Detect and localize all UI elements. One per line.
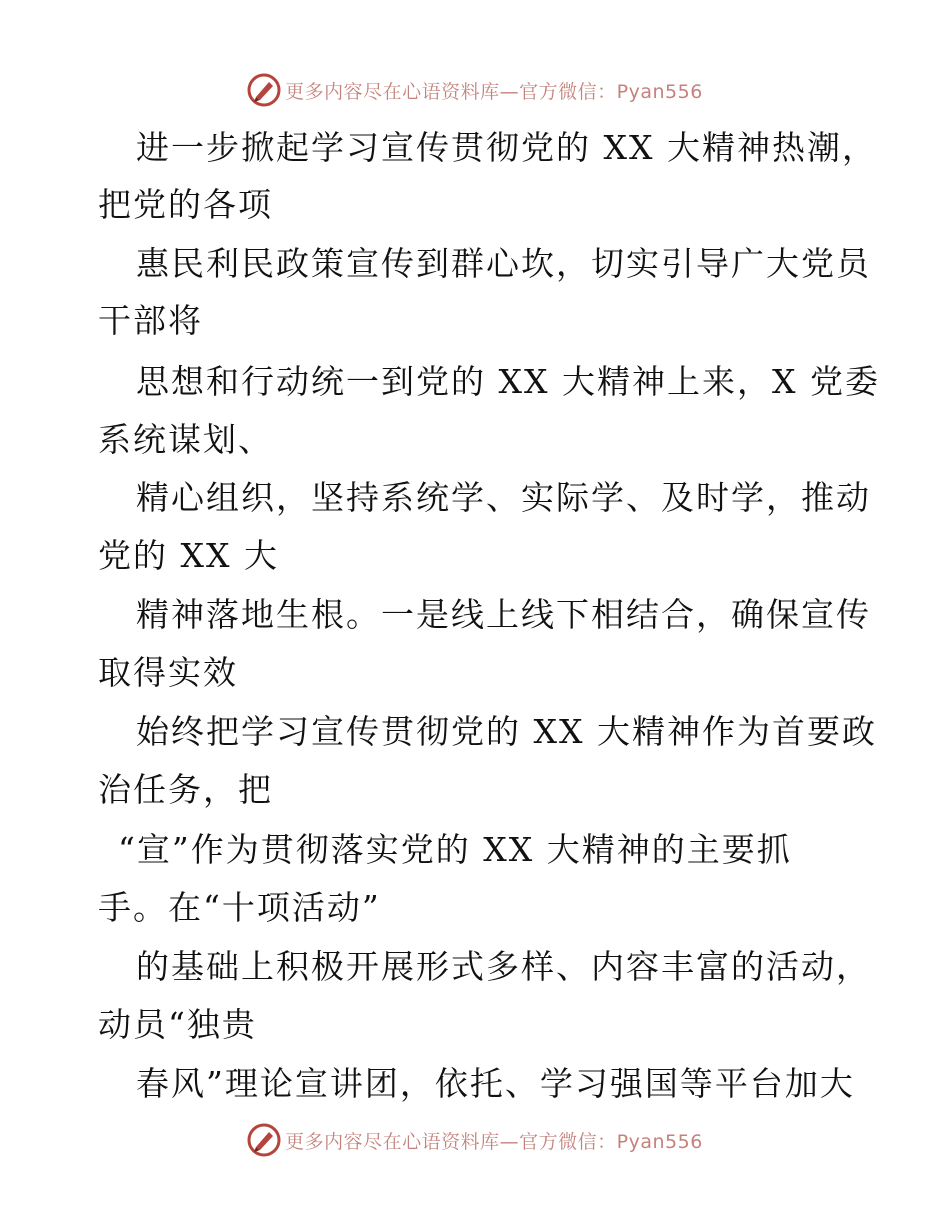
- paragraph-5-first: 始终把学习宣传贯彻党的 XX 大精神作为首要政: [136, 712, 877, 751]
- paragraph-1-second: 干部将: [98, 301, 203, 340]
- paragraph-4-first: 精神落地生根。一是线上线下相结合，确保宣传: [136, 595, 871, 634]
- pen-seal-icon: [247, 1123, 281, 1157]
- watermark-text: 更多内容尽在心语资料库—官方微信：Pyan556: [285, 1130, 703, 1153]
- paragraph-6-first: “宣”作为贯彻落实党的 XX 大精神的主要抓: [118, 830, 792, 869]
- paragraph-1-first: 惠民利民政策宣传到群心坎，切实引导广大党员: [136, 244, 871, 283]
- paragraph-0-first: 进一步掀起学习宣传贯彻党的 XX 大精神热潮，: [136, 128, 877, 167]
- watermark-text: 更多内容尽在心语资料库—官方微信：Pyan556: [285, 80, 703, 103]
- paragraph-2-first: 思想和行动统一到党的 XX 大精神上来，X 党委: [136, 362, 880, 401]
- paragraph-0-second: 把党的各项: [98, 185, 273, 224]
- pen-seal-icon: [247, 73, 281, 107]
- watermark-banner-bottom: [0, 1122, 950, 1158]
- paragraph-7-first: 的基础上积极开展形式多样、内容丰富的活动，: [136, 947, 871, 986]
- paragraph-5-second: 治任务，把: [98, 770, 273, 809]
- paragraph-7-second: 动员“独贵: [98, 1005, 257, 1044]
- watermark-banner-top: [0, 72, 950, 108]
- paragraph-4-second: 取得实效: [98, 653, 238, 692]
- paragraph-2-second: 系统谋划、: [98, 420, 273, 459]
- paragraph-8-first: 春风”理论宣讲团，依托、学习强国等平台加大: [136, 1064, 855, 1103]
- paragraph-3-second: 党的 XX 大: [98, 536, 279, 575]
- paragraph-6-second: 手。在“十项活动”: [98, 888, 381, 927]
- paragraph-3-first: 精心组织，坚持系统学、实际学、及时学，推动: [136, 478, 871, 517]
